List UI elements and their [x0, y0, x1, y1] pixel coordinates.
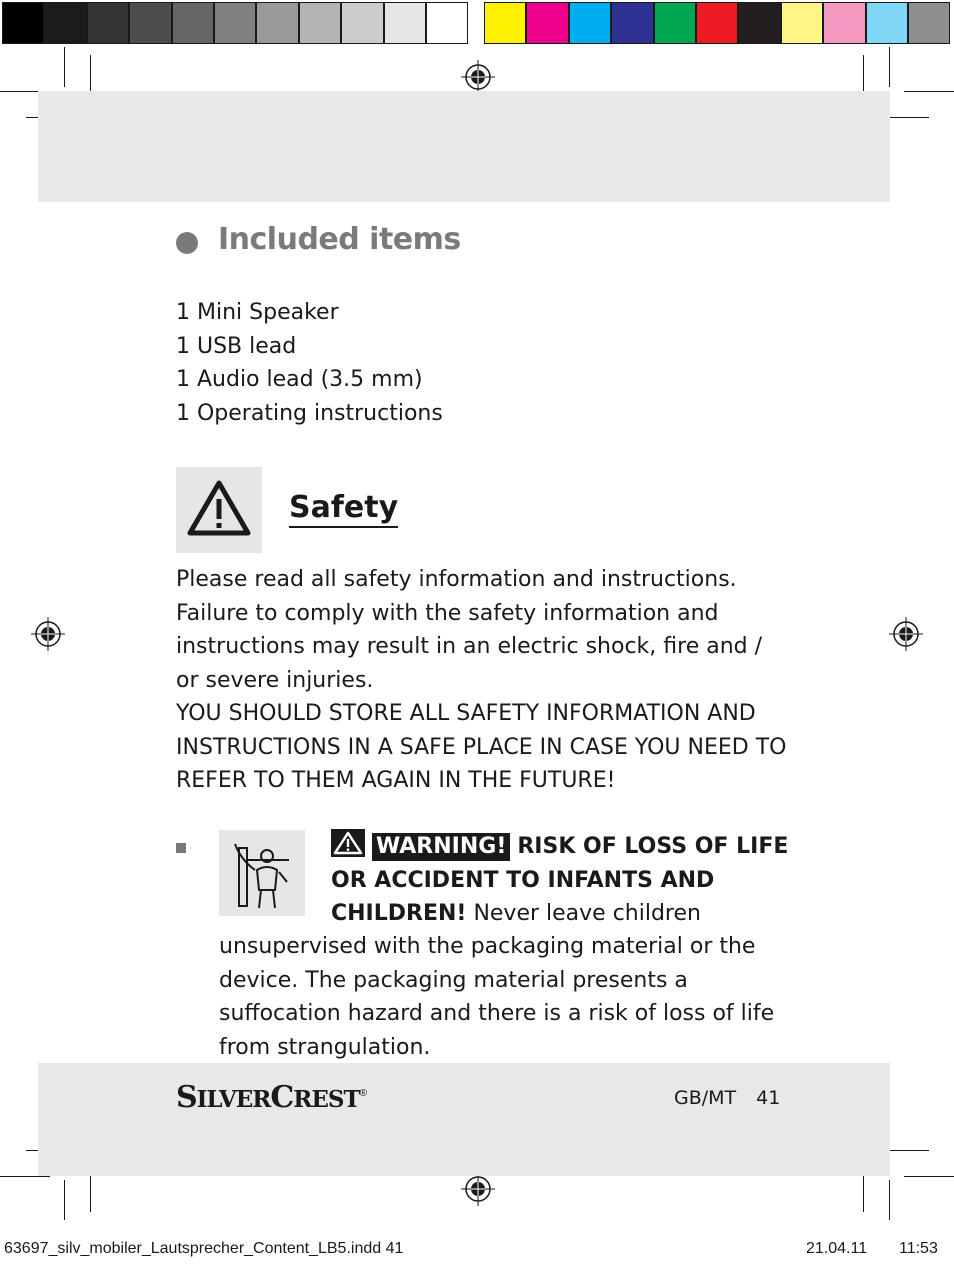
gray-swatch [172, 2, 214, 44]
safety-heading: Safety [289, 490, 398, 528]
footer-band [38, 1063, 890, 1176]
registration-mark-icon [461, 1172, 495, 1206]
slug-date: 21.04.11 [806, 1240, 868, 1257]
gray-swatch [299, 2, 341, 44]
crop-mark [889, 47, 890, 87]
warning-label: WARNING! [372, 833, 510, 861]
color-swatch [823, 2, 865, 44]
child-hazard-icon [219, 830, 305, 916]
gray-swatch [44, 2, 86, 44]
color-swatch [654, 2, 696, 44]
slug-filename: 63697_silv_mobiler_Lautsprecher_Content_LB5.indd 41 [4, 1240, 404, 1257]
crop-mark [884, 117, 929, 118]
gray-swatch [87, 2, 129, 44]
color-swatch [738, 2, 780, 44]
store-notice: YOU SHOULD STORE ALL SAFETY INFORMATION AND INSTRUCTIONS IN A SAFE PLACE IN CASE YOU NEED TO REFER TO THEM AGAIN IN THE FUTURE! [176, 701, 787, 793]
gray-swatch [341, 2, 383, 44]
list-item: 1 Mini Speaker [176, 300, 339, 325]
registration-mark-icon [31, 617, 65, 651]
color-swatch [781, 2, 823, 44]
crop-mark [64, 1180, 65, 1220]
color-swatch [696, 2, 738, 44]
gray-swatch [129, 2, 171, 44]
included-items-list [176, 296, 443, 430]
crop-mark [884, 1150, 929, 1151]
header-band [38, 91, 890, 202]
warning-body: unsupervised with the packaging material or the device. The packaging material presents a suffocation hazard and there is a risk of loss of life from strangulation. [219, 934, 775, 1060]
gray-swatch [256, 2, 298, 44]
color-swatch [611, 2, 653, 44]
list-bullet-icon [176, 843, 186, 853]
color-swatch [484, 2, 526, 44]
warning-small-icon [331, 829, 365, 857]
registration-mark-icon [461, 60, 495, 94]
gray-swatch [214, 2, 256, 44]
included-items-heading: Included items [218, 222, 461, 257]
list-item: 1 Audio lead (3.5 mm) [176, 367, 423, 392]
safety-intro: Please read all safety information and instructions. Failure to comply with the safety information and instructions may result in an electric shock, fire and / or severe injuries. [176, 567, 763, 693]
crop-mark [889, 1180, 890, 1220]
gray-swatch [2, 2, 44, 44]
warning-triangle-icon [176, 467, 262, 553]
region-code: GB/MT [674, 1087, 737, 1109]
registration-mark-icon [889, 617, 923, 651]
list-item: 1 USB lead [176, 333, 297, 359]
crop-mark [904, 1176, 954, 1177]
color-swatch [866, 2, 908, 44]
brand-logo: SILVERCREST® [176, 1080, 367, 1115]
color-swatch [908, 2, 950, 44]
list-item: 1 Operating instructions [176, 400, 443, 426]
gray-swatch [426, 2, 468, 44]
crop-mark [0, 1176, 50, 1177]
crop-mark [904, 91, 954, 92]
page-info [674, 1087, 780, 1109]
color-swatch [526, 2, 568, 44]
warning-lead: Never leave children [473, 901, 701, 926]
warning-block [331, 829, 791, 931]
color-swatch [569, 2, 611, 44]
page-number: 41 [756, 1087, 781, 1109]
crop-mark [64, 47, 65, 87]
gray-swatch [384, 2, 426, 44]
slug-time: 11:53 [899, 1240, 938, 1257]
warning-title: RISK OF LOSS OF LIFE OR ACCIDENT TO INFANTS AND CHILDREN! [331, 834, 789, 926]
section-bullet-icon [176, 232, 198, 254]
